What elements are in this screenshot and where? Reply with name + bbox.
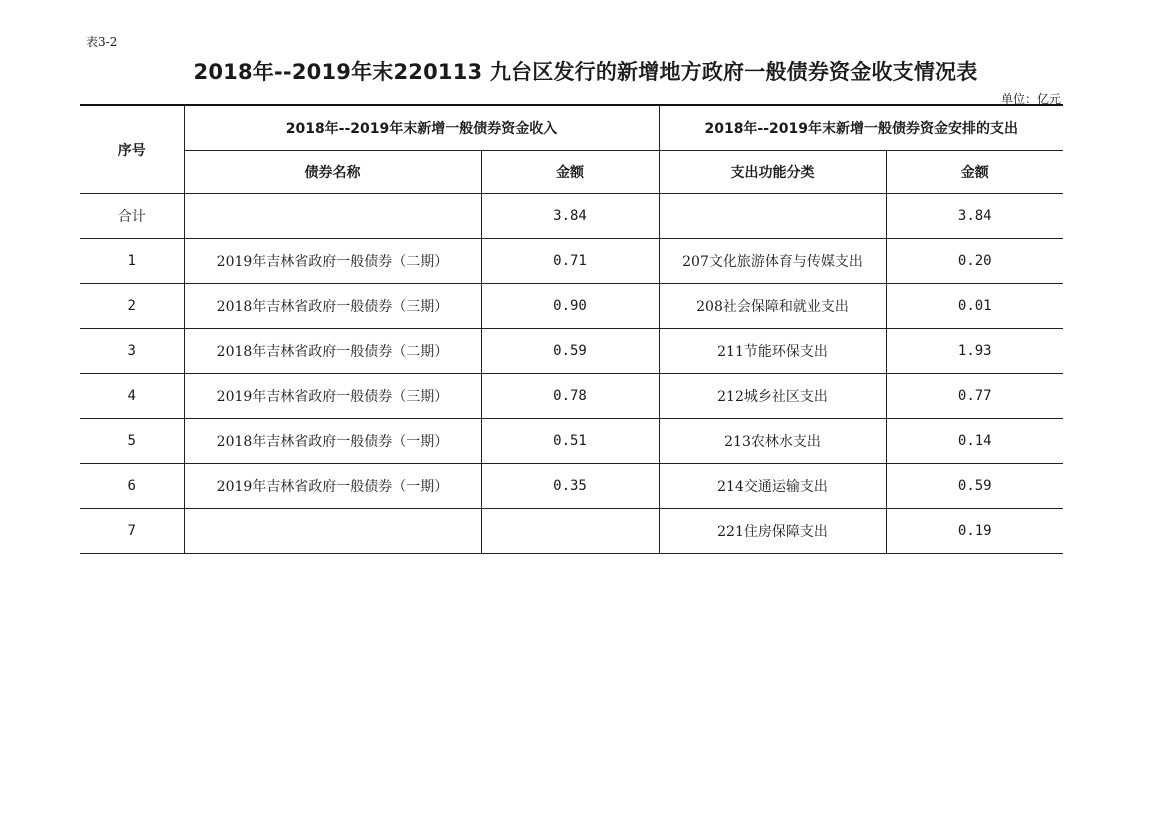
row-expense-amount: 0.19 bbox=[886, 509, 1063, 554]
header-expense-category: 支出功能分类 bbox=[659, 151, 886, 194]
header-expense-amount: 金额 bbox=[886, 151, 1063, 194]
row-bond-name: 2018年吉林省政府一般债券（二期） bbox=[184, 329, 481, 374]
total-expense-amount: 3.84 bbox=[886, 194, 1063, 239]
row-seq: 1 bbox=[80, 239, 184, 284]
table-row bbox=[80, 374, 1063, 419]
table-row bbox=[80, 509, 1063, 554]
table-row bbox=[80, 329, 1063, 374]
row-expense-category: 214交通运输支出 bbox=[659, 464, 886, 509]
row-expense-amount: 0.01 bbox=[886, 284, 1063, 329]
table-row bbox=[80, 239, 1063, 284]
row-expense-amount: 1.93 bbox=[886, 329, 1063, 374]
row-bond-name: 2018年吉林省政府一般债券（一期） bbox=[184, 419, 481, 464]
unit-label: 单位：亿元 bbox=[1000, 92, 1061, 106]
row-income-amount: 0.51 bbox=[481, 419, 659, 464]
row-expense-amount: 0.20 bbox=[886, 239, 1063, 284]
row-expense-category: 213农林水支出 bbox=[659, 419, 886, 464]
row-bond-name: 2018年吉林省政府一般债券（三期） bbox=[184, 284, 481, 329]
total-income-amount: 3.84 bbox=[481, 194, 659, 239]
header-expense-group: 2018年--2019年末新增一般债券资金安排的支出 bbox=[659, 105, 1063, 151]
row-bond-name: 2019年吉林省政府一般债券（二期） bbox=[184, 239, 481, 284]
row-seq: 3 bbox=[80, 329, 184, 374]
bond-funds-table bbox=[80, 104, 1063, 554]
row-expense-amount: 0.14 bbox=[886, 419, 1063, 464]
row-income-amount: 0.90 bbox=[481, 284, 659, 329]
table-row bbox=[80, 284, 1063, 329]
row-bond-name: 2019年吉林省政府一般债券（三期） bbox=[184, 374, 481, 419]
row-seq: 5 bbox=[80, 419, 184, 464]
header-row-group bbox=[80, 105, 1063, 151]
row-expense-category: 212城乡社区支出 bbox=[659, 374, 886, 419]
table-row bbox=[80, 419, 1063, 464]
row-income-amount: 0.59 bbox=[481, 329, 659, 374]
row-seq: 4 bbox=[80, 374, 184, 419]
row-expense-category: 211节能环保支出 bbox=[659, 329, 886, 374]
row-seq: 2 bbox=[80, 284, 184, 329]
row-income-amount: 0.78 bbox=[481, 374, 659, 419]
row-expense-category: 221住房保障支出 bbox=[659, 509, 886, 554]
total-seq: 合计 bbox=[80, 194, 184, 239]
header-row-columns bbox=[80, 151, 1063, 194]
row-bond-name bbox=[184, 509, 481, 554]
header-seq: 序号 bbox=[80, 105, 184, 194]
row-seq: 7 bbox=[80, 509, 184, 554]
row-expense-amount: 0.77 bbox=[886, 374, 1063, 419]
row-income-amount: 0.71 bbox=[481, 239, 659, 284]
total-bond-name bbox=[184, 194, 481, 239]
row-seq: 6 bbox=[80, 464, 184, 509]
row-expense-amount: 0.59 bbox=[886, 464, 1063, 509]
table-row bbox=[80, 464, 1063, 509]
row-bond-name: 2019年吉林省政府一般债券（一期） bbox=[184, 464, 481, 509]
document-title: 2018年--2019年末220113 九台区发行的新增地方政府一般债券资金收支情况表 bbox=[193, 60, 978, 84]
total-expense-category bbox=[659, 194, 886, 239]
total-row bbox=[80, 194, 1063, 239]
row-expense-category: 207文化旅游体育与传媒支出 bbox=[659, 239, 886, 284]
header-income-group: 2018年--2019年末新增一般债券资金收入 bbox=[184, 105, 659, 151]
table-id-label: 表3-2 bbox=[86, 35, 118, 49]
header-bond-name: 债券名称 bbox=[184, 151, 481, 194]
row-income-amount bbox=[481, 509, 659, 554]
row-expense-category: 208社会保障和就业支出 bbox=[659, 284, 886, 329]
header-income-amount: 金额 bbox=[481, 151, 659, 194]
row-income-amount: 0.35 bbox=[481, 464, 659, 509]
